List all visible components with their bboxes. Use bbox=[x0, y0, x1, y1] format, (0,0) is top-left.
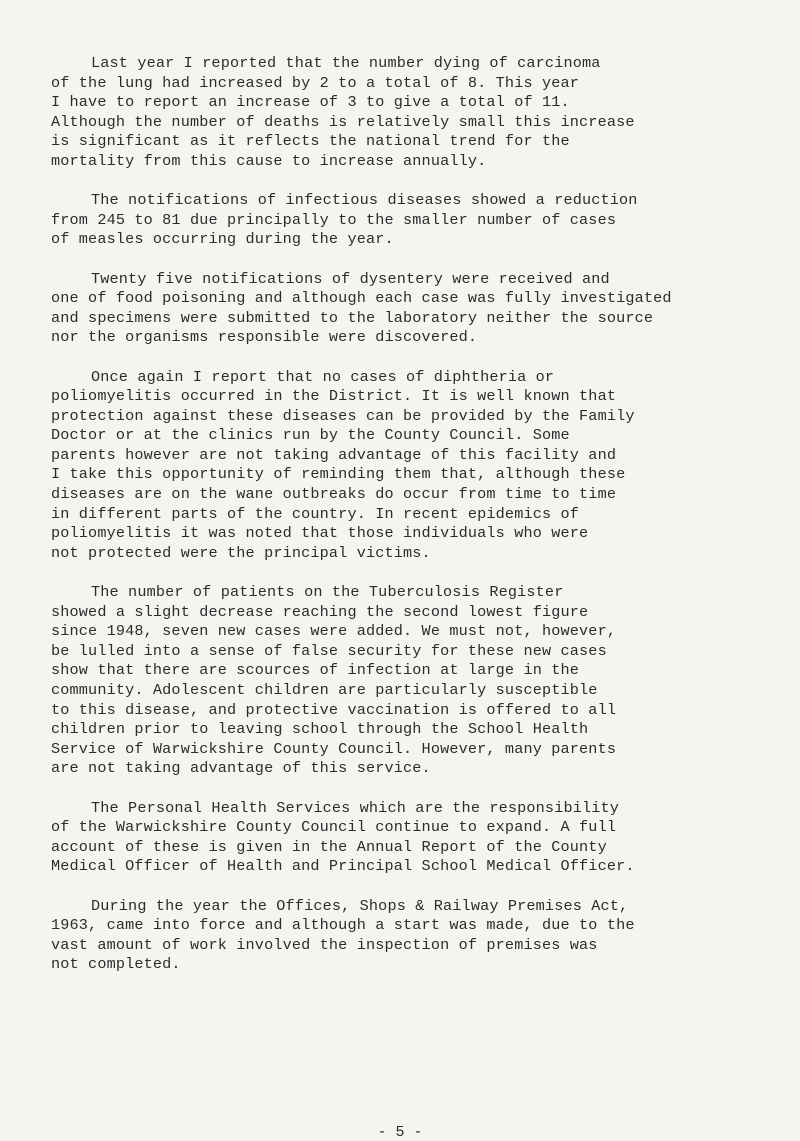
text-line: The notifications of infectious diseases showed a reduction bbox=[91, 191, 638, 210]
text-line: diseases are on the wane outbreaks do occur from time to time bbox=[51, 485, 617, 504]
text-line: since 1948, seven new cases were added. We must not, however, bbox=[51, 622, 617, 641]
text-line: poliomyelitis it was noted that those individuals who were bbox=[51, 524, 589, 543]
text-line: vast amount of work involved the inspection of premises was bbox=[51, 935, 598, 954]
text-line: During the year the Offices, Shops & Railway Premises Act, bbox=[91, 896, 629, 915]
text-line: in different parts of the country. In recent epidemics of bbox=[51, 504, 580, 523]
text-line: I take this opportunity of reminding them that, although these bbox=[51, 465, 626, 484]
text-line: Service of Warwickshire County Council. However, many parents bbox=[51, 739, 617, 758]
paragraph-personal-health-services bbox=[51, 799, 789, 877]
paragraph-carcinoma bbox=[51, 54, 789, 172]
text-line: mortality from this cause to increase annually. bbox=[51, 151, 487, 170]
report-text bbox=[51, 54, 789, 995]
paragraph-dysentery bbox=[51, 270, 789, 348]
text-line: Medical Officer of Health and Principal School Medical Officer. bbox=[51, 857, 635, 876]
text-line: account of these is given in the Annual Report of the County bbox=[51, 837, 607, 856]
text-line: of the lung had increased by 2 to a total of 8. This year bbox=[51, 73, 580, 92]
paragraph-offices-shops-act bbox=[51, 897, 789, 975]
text-line: be lulled into a sense of false security for these new cases bbox=[51, 641, 607, 660]
text-line: not completed. bbox=[51, 955, 181, 974]
text-line: show that there are scources of infection at large in the bbox=[51, 661, 580, 680]
text-line: Although the number of deaths is relatively small this increase bbox=[51, 112, 635, 131]
text-line: one of food poisoning and although each case was fully investigated bbox=[51, 289, 672, 308]
text-line: and specimens were submitted to the laboratory neither the source bbox=[51, 308, 654, 327]
text-line: of the Warwickshire County Council continue to expand. A full bbox=[51, 818, 617, 837]
text-line: children prior to leaving school through the School Health bbox=[51, 720, 589, 739]
text-line: not protected were the principal victims. bbox=[51, 543, 431, 562]
paragraph-diphtheria-poliomyelitis bbox=[51, 368, 789, 564]
paragraph-tuberculosis bbox=[51, 583, 789, 779]
paragraph-infectious-diseases bbox=[51, 191, 789, 250]
text-line: to this disease, and protective vaccination is offered to all bbox=[51, 700, 617, 719]
text-line: The Personal Health Services which are the responsibility bbox=[91, 798, 620, 817]
text-line: Once again I report that no cases of diphtheria or bbox=[91, 367, 555, 386]
text-line: The number of patients on the Tuberculosis Register bbox=[91, 583, 564, 602]
text-line: 1963, came into force and although a start was made, due to the bbox=[51, 916, 635, 935]
text-line: parents however are not taking advantage of this facility and bbox=[51, 445, 617, 464]
text-line: Doctor or at the clinics run by the County Council. Some bbox=[51, 426, 570, 445]
text-line: poliomyelitis occurred in the District. It is well known that bbox=[51, 387, 617, 406]
text-line: nor the organisms responsible were discovered. bbox=[51, 328, 478, 347]
text-line: from 245 to 81 due principally to the smaller number of cases bbox=[51, 210, 617, 229]
text-line: community. Adolescent children are particularly susceptible bbox=[51, 681, 598, 699]
text-line: of measles occurring during the year. bbox=[51, 230, 394, 249]
text-line: Last year I reported that the number dying of carcinoma bbox=[91, 54, 601, 72]
text-line: are not taking advantage of this service. bbox=[51, 759, 431, 778]
text-line: Twenty five notifications of dysentery were received and bbox=[91, 269, 610, 288]
text-line: I have to report an increase of 3 to give a total of 11. bbox=[51, 93, 570, 112]
page-number: - 5 - bbox=[377, 1124, 423, 1141]
text-line: protection against these diseases can be provided by the Family bbox=[51, 406, 635, 425]
text-line: showed a slight decrease reaching the second lowest figure bbox=[51, 602, 589, 621]
text-line: is significant as it reflects the national trend for the bbox=[51, 132, 570, 151]
